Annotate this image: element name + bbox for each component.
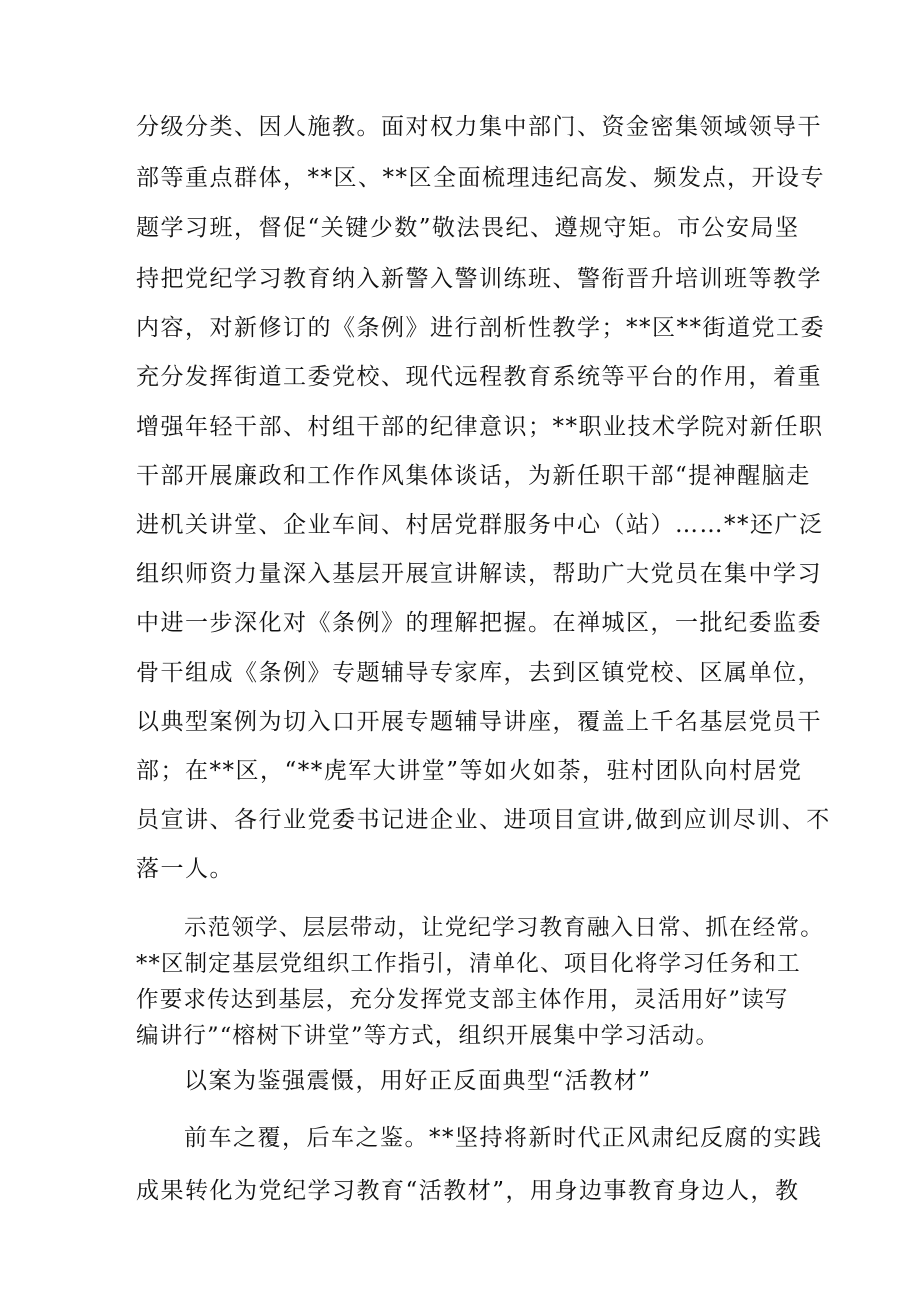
text-line: 示范领学、层层带动，让党纪学习教育融入日常、抓在经常。 [184,915,824,941]
text-line: 进机关讲堂、企业车间、村居党群服务中心（站）……**还广泛 [136,512,824,538]
text-line: 中进一步深化对《条例》的理解把握。在禅城区，一批纪委监委 [136,610,822,636]
text-line: **区制定基层党组织工作指引，清单化、项目化将学习任务和工 [136,951,801,977]
text-line: 内容，对新修订的《条例》进行剖析性教学；**区**街道党工委 [136,315,825,341]
text-line: 充分发挥街道工委党校、现代远程教育系统等平台的作用，着重 [136,364,822,390]
text-line: 骨干组成《条例》专题辅导专家库，去到区镇党校、区属单位， [136,660,822,686]
text-line: 以典型案例为切入口开展专题辅导讲座，覆盖上千名基层党员干 [136,709,822,735]
text-line: 组织师资力量深入基层开展宣讲解读，帮助广大党员在集中学习 [136,561,822,587]
text-line: 落一人。 [136,856,234,882]
section-heading: 以案为鉴强震慑，用好正反面典型“活教材” [184,1068,652,1094]
text-line: 分级分类、因人施教。面对权力集中部门、资金密集领域领导干 [136,114,822,140]
text-line: 成果转化为党纪学习教育“活教材”，用身边事教育身边人，教 [136,1178,800,1204]
text-line: 部等重点群体，**区、**区全面梳理违纪高发、频发点，开设专 [136,165,825,191]
text-line: 增强年轻干部、村组干部的纪律意识；**职业技术学院对新任职 [136,414,824,440]
text-line: 前车之覆，后车之鉴。**坚持将新时代正风肃纪反腐的实践 [184,1125,823,1151]
text-line: 员宣讲、各行业党委书记进企业、进项目宣讲,做到应训尽训、不 [136,807,831,833]
text-line: 作要求传达到基层，充分发挥党支部主体作用，灵活用好”读写 [136,987,789,1013]
text-line: 干部开展廉政和工作作风集体谈话，为新任职干部“提神醒脑走 [136,463,811,489]
text-line: 部；在**区，“**虎军大讲堂”等如火如荼，驻村团队向村居党 [136,758,803,784]
text-line: 题学习班，督促“关键少数”敬法畏纪、遵规守矩。市公安局坚 [136,215,800,241]
text-line: 编讲行”“榕树下讲堂”等方式，组织开展集中学习活动。 [136,1023,720,1049]
text-line: 持把党纪学习教育纳入新警入警训练班、警衔晋升培训班等教学 [136,266,822,292]
